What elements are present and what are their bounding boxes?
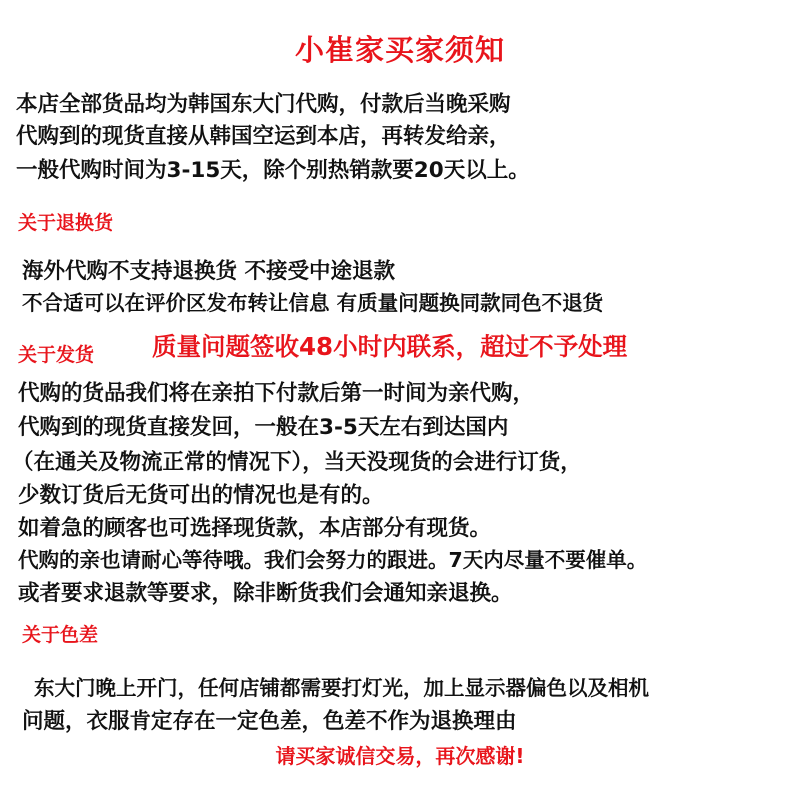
shipping-heading: 关于发货 [18,344,95,366]
returns-heading: 关于退换货 [18,212,114,234]
shipping-line: 代购到的现货直接发回，一般在3-5天左右到达国内 [18,415,509,440]
intro-line: 代购到的现货直接从韩国空运到本店，再转发给亲， [16,124,511,149]
shipping-line: （在通关及物流正常的情况下），当天没现货的会进行订货， [12,450,582,475]
color-line: 东大门晚上开门，任何店铺都需要打灯光，加上显示器偏色以及相机 [34,676,649,700]
shipping-line: 代购的货品我们将在亲拍下付款后第一时间为亲代购， [18,381,535,406]
color-heading: 关于色差 [22,624,99,646]
returns-line: 海外代购不支持退换货 不接受中途退款 [22,259,395,284]
shipping-line: 如着急的顾客也可选择现货款，本店部分有现货。 [18,516,492,541]
shipping-line: 少数订货后无货可出的情况也是有的。 [18,483,384,508]
intro-line: 一般代购时间为3-15天，除个别热销款要20天以上。 [16,158,530,183]
quality-warning: 质量问题签收48小时内联系，超过不予处理 [152,332,628,361]
footer-thanks: 请买家诚信交易，再次感谢! [275,744,525,768]
shipping-line: 代购的亲也请耐心等待哦。我们会努力的跟进。7天内尽量不要催单。 [18,548,648,572]
intro-line: 本店全部货品均为韩国东大门代购，付款后当晚采购 [16,92,511,117]
page-title: 小崔家买家须知 [294,33,505,67]
shipping-line: 或者要求退款等要求，除非断货我们会通知亲退换。 [18,581,513,606]
returns-line: 不合适可以在评价区发布转让信息 有质量问题换同款同色不退货 [22,291,604,315]
color-line: 问题，衣服肯定存在一定色差，色差不作为退换理由 [22,709,517,734]
